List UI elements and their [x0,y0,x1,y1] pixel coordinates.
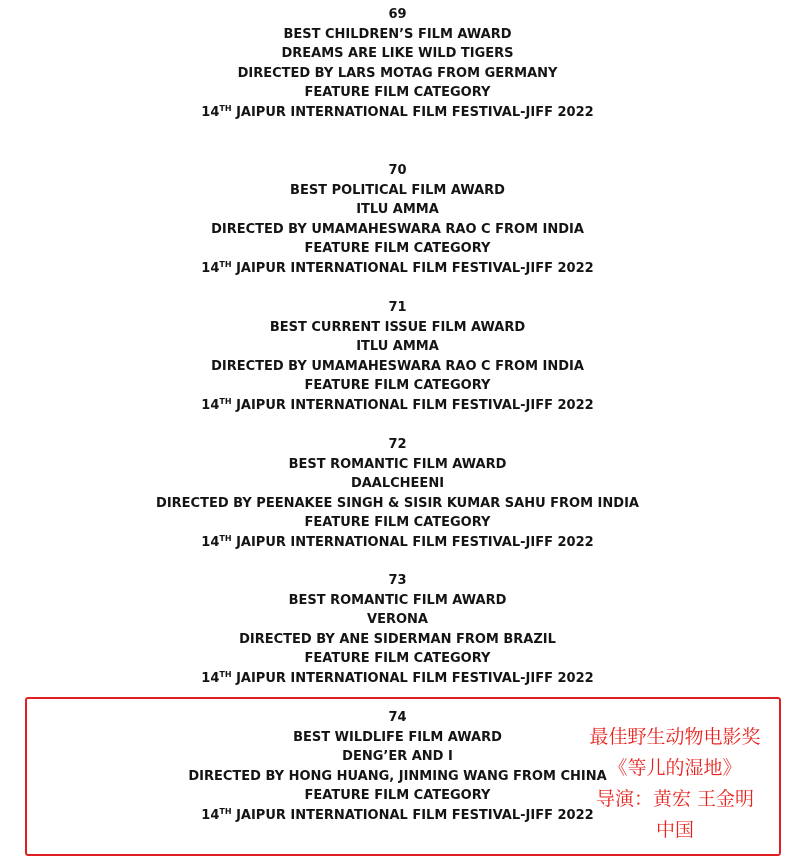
festival-name: JAIPUR INTERNATIONAL FILM FESTIVAL-JIFF 2022 [231,104,594,120]
award-number: 72 [388,437,407,452]
annotation-film: 《等儿的湿地》 [608,757,742,779]
annotation-country: 中国 [655,819,694,841]
award-entry-70 [0,161,795,278]
festival-line [0,396,795,416]
festival-line [0,103,795,123]
award-entry-71 [0,298,795,415]
film-title: DAALCHEENI [350,476,445,491]
annotation-award: 最佳野生动物电影奖 [589,726,761,748]
award-entry-72 [0,435,795,552]
festival-ordinal: TH [219,103,232,113]
festival-number: 14 [201,534,220,550]
category-line: FEATURE FILM CATEGORY [304,85,491,100]
category-line: FEATURE FILM CATEGORY [304,241,491,256]
director-line: DIRECTED BY HONG HUANG, JINMING WANG FROM CHINA [188,768,607,784]
film-title: DENG’ER AND I [342,749,453,764]
category-line: FEATURE FILM CATEGORY [304,788,491,803]
category-line: FEATURE FILM CATEGORY [304,378,491,393]
director-line: DIRECTED BY UMAMAHESWARA RAO C FROM INDIA [211,221,584,237]
award-title: BEST WILDLIFE FILM AWARD [293,729,502,745]
award-title: BEST ROMANTIC FILM AWARD [288,592,507,608]
festival-name: JAIPUR INTERNATIONAL FILM FESTIVAL-JIFF 2022 [231,397,594,413]
festival-line [0,259,795,279]
category-line: FEATURE FILM CATEGORY [304,515,491,530]
festival-name: JAIPUR INTERNATIONAL FILM FESTIVAL-JIFF 2022 [231,670,594,686]
film-title: ITLU AMMA [356,339,439,354]
director-line: DIRECTED BY PEENAKEE SINGH & SISIR KUMAR SAHU FROM INDIA [156,495,639,511]
festival-ordinal: TH [219,806,232,816]
festival-name: JAIPUR INTERNATIONAL FILM FESTIVAL-JIFF 2022 [231,534,594,550]
director-line: DIRECTED BY LARS MOTAG FROM GERMANY [237,65,558,81]
award-entry-73 [0,571,795,688]
festival-name: JAIPUR INTERNATIONAL FILM FESTIVAL-JIFF 2022 [231,260,594,276]
festival-number: 14 [201,104,220,120]
festival-number: 14 [201,807,220,823]
director-line: DIRECTED BY UMAMAHESWARA RAO C FROM INDIA [211,358,584,374]
award-title: BEST CHILDREN’S FILM AWARD [283,26,512,42]
festival-name: JAIPUR INTERNATIONAL FILM FESTIVAL-JIFF 2022 [231,807,594,823]
award-title: BEST ROMANTIC FILM AWARD [288,456,507,472]
festival-number: 14 [201,260,220,276]
award-number: 69 [388,7,407,22]
festival-ordinal: TH [219,259,232,269]
award-number: 71 [388,300,407,315]
annotation-director: 导演：黄宏 王金明 [595,788,755,810]
award-title: BEST CURRENT ISSUE FILM AWARD [269,319,526,335]
film-title: VERONA [367,612,428,627]
director-line: DIRECTED BY ANE SIDERMAN FROM BRAZIL [239,631,556,647]
festival-ordinal: TH [219,533,232,543]
festival-line [0,669,795,689]
festival-ordinal: TH [219,396,232,406]
film-title: ITLU AMMA [356,202,439,217]
festival-ordinal: TH [219,669,232,679]
category-line: FEATURE FILM CATEGORY [304,651,491,666]
award-number: 74 [388,710,407,725]
award-entry-69 [0,5,795,122]
award-title: BEST POLITICAL FILM AWARD [290,182,505,198]
film-title: DREAMS ARE LIKE WILD TIGERS [281,46,514,61]
festival-number: 14 [201,670,220,686]
award-number: 73 [388,573,407,588]
chinese-annotation [560,722,790,846]
festival-line [0,533,795,553]
award-number: 70 [388,163,407,178]
festival-number: 14 [201,397,220,413]
